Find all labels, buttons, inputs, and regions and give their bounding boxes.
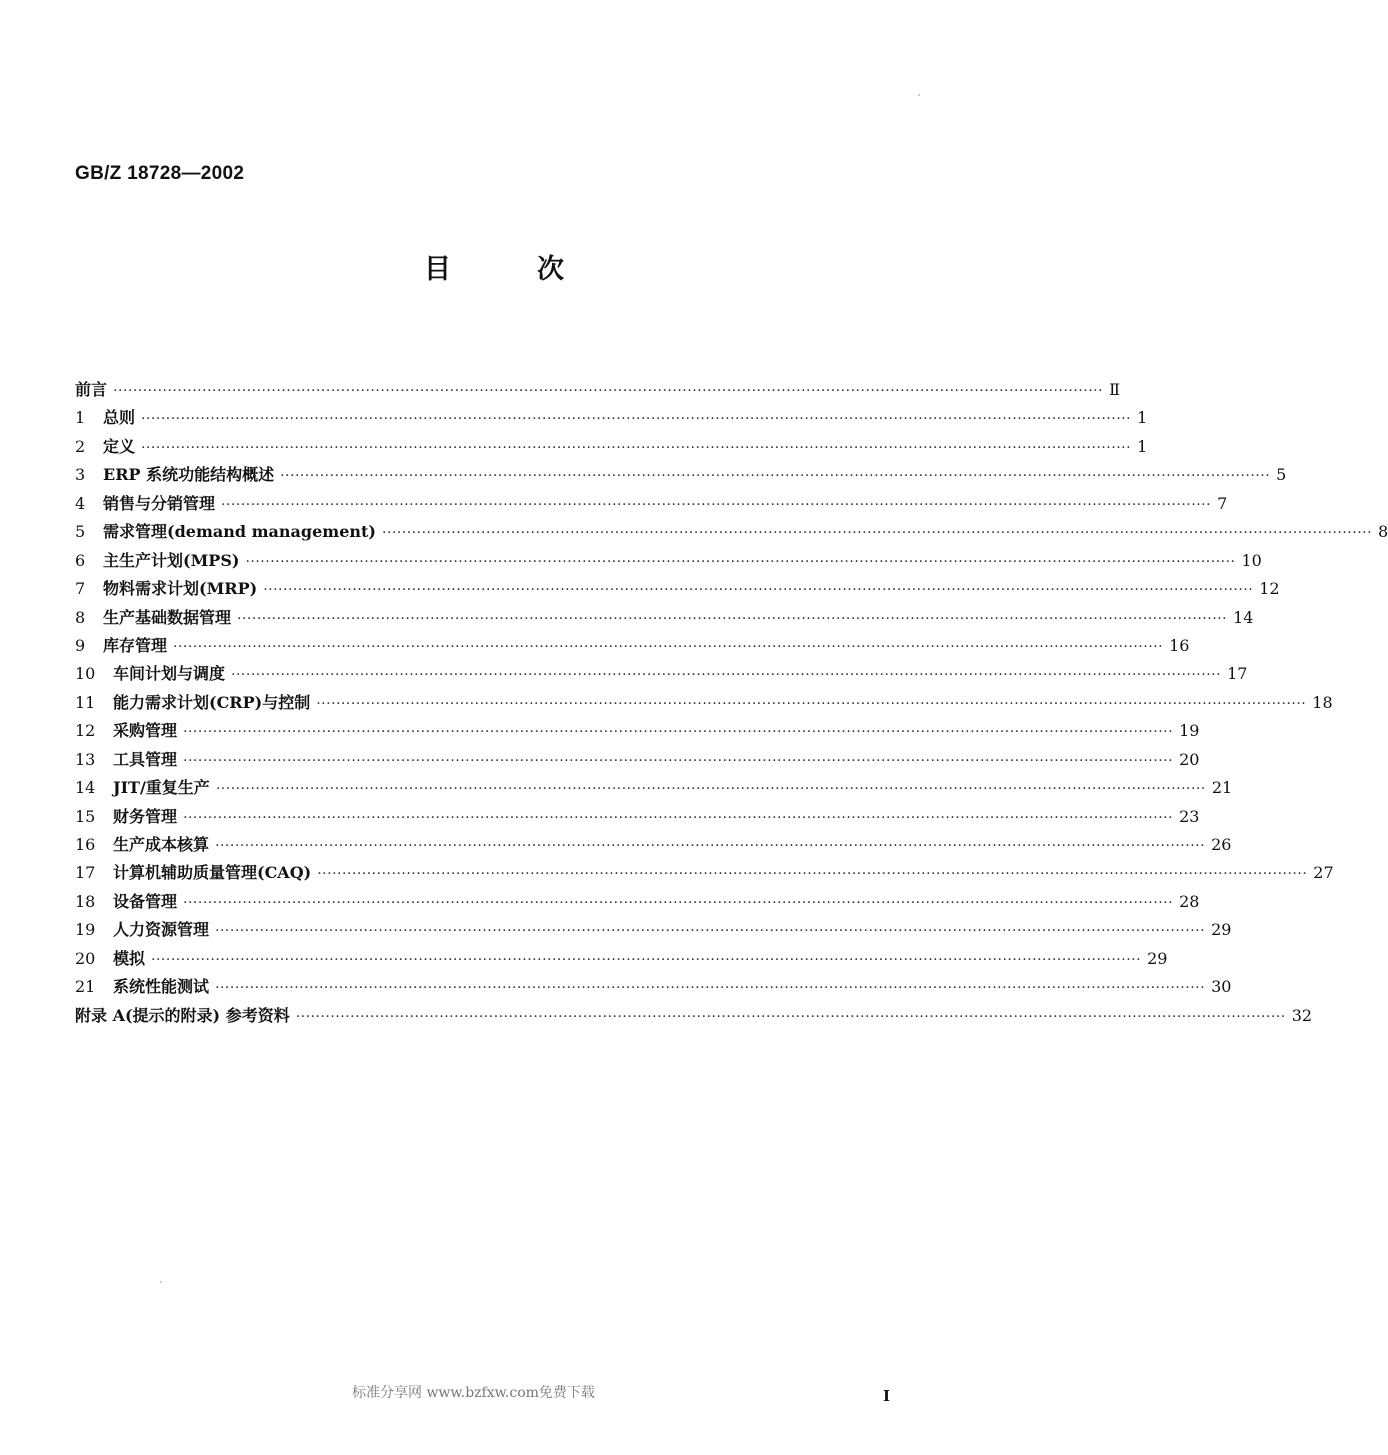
toc-entry[interactable] — [75, 973, 1232, 1001]
toc-entry[interactable] — [75, 746, 1200, 774]
toc-entry-title: 设备管理 — [113, 891, 178, 911]
toc-entry-number: 14 — [75, 778, 96, 798]
table-of-contents — [75, 376, 1388, 1030]
toc-entry[interactable] — [75, 774, 1233, 802]
toc-title: 目次 — [424, 254, 650, 285]
toc-entry-title: 计算机辅助质量管理(CAQ) — [113, 863, 312, 883]
toc-entry-title: 财务管理 — [113, 806, 178, 826]
toc-entry-page: 10 — [1241, 550, 1262, 570]
toc-dot-leader: ········································································································································································································ — [231, 667, 1222, 684]
toc-entry-page: 7 — [1217, 493, 1228, 513]
toc-entry[interactable] — [75, 945, 1168, 973]
toc-entry-page: 17 — [1227, 664, 1248, 684]
document-code: GB/Z 18728—2002 — [75, 163, 245, 184]
scan-speck — [160, 1281, 162, 1283]
scan-speck — [918, 94, 920, 96]
toc-dot-leader: ········································································································································································································ — [237, 610, 1228, 627]
toc-dot-leader: ········································································································································································································ — [183, 752, 1174, 769]
toc-entry-number: 7 — [75, 579, 86, 599]
toc-entry[interactable] — [75, 717, 1200, 745]
toc-entry-number: 11 — [75, 692, 96, 712]
toc-entry[interactable] — [75, 604, 1254, 632]
toc-entry-number: 3 — [75, 465, 86, 485]
toc-entry-title: 采购管理 — [113, 721, 178, 741]
toc-entry-number: 19 — [75, 920, 96, 940]
toc-entry-title: 人力资源管理 — [113, 920, 210, 940]
toc-entry-title: 附录 A(提示的附录) 参考资料 — [75, 1005, 290, 1025]
toc-entry-title: 物料需求计划(MRP) — [103, 579, 258, 599]
toc-dot-leader: ········································································································································································································ — [183, 894, 1174, 911]
toc-entry-page: 18 — [1312, 692, 1333, 712]
toc-entry-title: ERP 系统功能结构概述 — [103, 465, 275, 485]
toc-entry-title: 需求管理(demand management) — [103, 522, 376, 542]
toc-entry-title: 模拟 — [113, 948, 146, 968]
toc-entry-page: 28 — [1179, 891, 1200, 911]
toc-entry-page: 12 — [1259, 579, 1280, 599]
toc-dot-leader: ········································································································································································································ — [151, 951, 1142, 968]
toc-dot-leader: ········································································································································································································ — [183, 724, 1174, 741]
toc-entry-title: 系统性能测试 — [113, 977, 210, 997]
toc-dot-leader: ········································································································································································································ — [183, 809, 1174, 826]
toc-entry-number: 4 — [75, 493, 86, 513]
toc-entry[interactable] — [75, 859, 1334, 887]
toc-entry-page: 30 — [1211, 977, 1232, 997]
toc-entry-page: 19 — [1179, 721, 1200, 741]
toc-entry-page: 26 — [1211, 835, 1232, 854]
toc-entry-number: 15 — [75, 806, 96, 826]
toc-entry-number: 16 — [75, 835, 96, 854]
toc-entry[interactable] — [75, 632, 1190, 660]
toc-entry-title: 工具管理 — [113, 749, 178, 769]
toc-entry[interactable] — [75, 461, 1287, 489]
toc-entry[interactable] — [75, 831, 1232, 859]
toc-dot-leader: ········································································································································································································ — [295, 1008, 1286, 1025]
toc-dot-leader: ········································································································································································································ — [382, 525, 1373, 542]
toc-dot-leader: ········································································································································································································ — [317, 866, 1308, 883]
toc-dot-leader: ········································································································································································································ — [215, 838, 1206, 854]
toc-dot-leader: ········································································································································································································ — [113, 383, 1104, 399]
toc-entry-page: 20 — [1179, 749, 1200, 769]
toc-entry[interactable] — [75, 518, 1388, 546]
toc-dot-leader: ········································································································································································································ — [221, 496, 1212, 513]
toc-dot-leader: ········································································································································································································ — [141, 439, 1132, 456]
toc-entry-number: 2 — [75, 436, 86, 456]
toc-entry-page: 29 — [1147, 948, 1168, 968]
toc-entry-title: 能力需求计划(CRP)与控制 — [113, 692, 311, 712]
toc-entry-page: 14 — [1233, 607, 1254, 627]
toc-entry-title: 车间计划与调度 — [113, 664, 226, 684]
toc-entry-page: 16 — [1169, 635, 1190, 655]
toc-entry-title: 定义 — [103, 436, 136, 456]
toc-dot-leader: ········································································································································································································ — [141, 411, 1132, 428]
toc-entry[interactable] — [75, 575, 1280, 603]
toc-dot-leader: ········································································································································································································ — [215, 980, 1206, 997]
toc-dot-leader: ········································································································································································································ — [173, 638, 1164, 655]
toc-entry[interactable] — [75, 803, 1200, 831]
toc-entry-number: 17 — [75, 863, 96, 883]
toc-entry[interactable] — [75, 490, 1228, 518]
toc-entry[interactable] — [75, 916, 1232, 944]
toc-entry[interactable] — [75, 376, 1120, 404]
toc-entry[interactable] — [75, 404, 1148, 432]
toc-entry-number: 1 — [75, 408, 86, 428]
toc-entry-page: 1 — [1137, 408, 1148, 428]
toc-entry-title: 主生产计划(MPS) — [103, 550, 240, 570]
toc-entry-number: 13 — [75, 749, 96, 769]
toc-entry[interactable] — [75, 547, 1262, 575]
toc-entry-page: 29 — [1211, 920, 1232, 940]
toc-entry[interactable] — [75, 689, 1333, 717]
toc-entry-title: 销售与分销管理 — [103, 493, 216, 513]
toc-dot-leader: ········································································································································································································ — [215, 923, 1206, 940]
toc-entry-title: 生产基础数据管理 — [103, 607, 232, 627]
toc-dot-leader: ········································································································································································································ — [263, 582, 1254, 599]
toc-entry-page: 8 — [1378, 522, 1388, 542]
toc-entry-title: 生产成本核算 — [113, 835, 210, 854]
toc-entry-number: 10 — [75, 664, 96, 684]
toc-entry-page: 27 — [1313, 863, 1334, 883]
toc-entry-number: 21 — [75, 977, 96, 997]
toc-entry-number: 6 — [75, 550, 86, 570]
footer-watermark: 标准分享网 www.bzfxw.com免费下载 — [352, 1385, 595, 1401]
toc-dot-leader: ········································································································································································································ — [245, 553, 1236, 570]
toc-dot-leader: ········································································································································································································ — [215, 781, 1206, 798]
toc-entry-number: 5 — [75, 522, 86, 542]
toc-entry-number: 20 — [75, 948, 96, 968]
toc-entry-page: 32 — [1291, 1005, 1313, 1025]
page-number: I — [883, 1387, 891, 1405]
toc-entry[interactable] — [75, 660, 1248, 688]
toc-entry-page: 23 — [1179, 806, 1200, 826]
toc-entry-title: JIT/重复生产 — [113, 778, 210, 798]
toc-entry-page: 5 — [1276, 465, 1287, 485]
toc-entry-number: 12 — [75, 721, 96, 741]
toc-dot-leader: ········································································································································································································ — [316, 695, 1307, 712]
toc-entry[interactable] — [75, 888, 1200, 916]
toc-entry-page: Ⅱ — [1109, 380, 1120, 399]
toc-dot-leader: ········································································································································································································ — [280, 468, 1271, 485]
toc-entry-number: 9 — [75, 635, 86, 655]
toc-entry-title: 库存管理 — [103, 635, 168, 655]
toc-entry-title: 总则 — [103, 408, 136, 428]
toc-entry-page: 21 — [1211, 778, 1233, 798]
toc-entry[interactable] — [75, 433, 1148, 461]
toc-entry-title: 前言 — [75, 380, 108, 399]
toc-entry[interactable] — [75, 1002, 1313, 1030]
toc-entry-number: 8 — [75, 607, 86, 627]
toc-entry-page: 1 — [1137, 436, 1148, 456]
toc-entry-number: 18 — [75, 891, 96, 911]
